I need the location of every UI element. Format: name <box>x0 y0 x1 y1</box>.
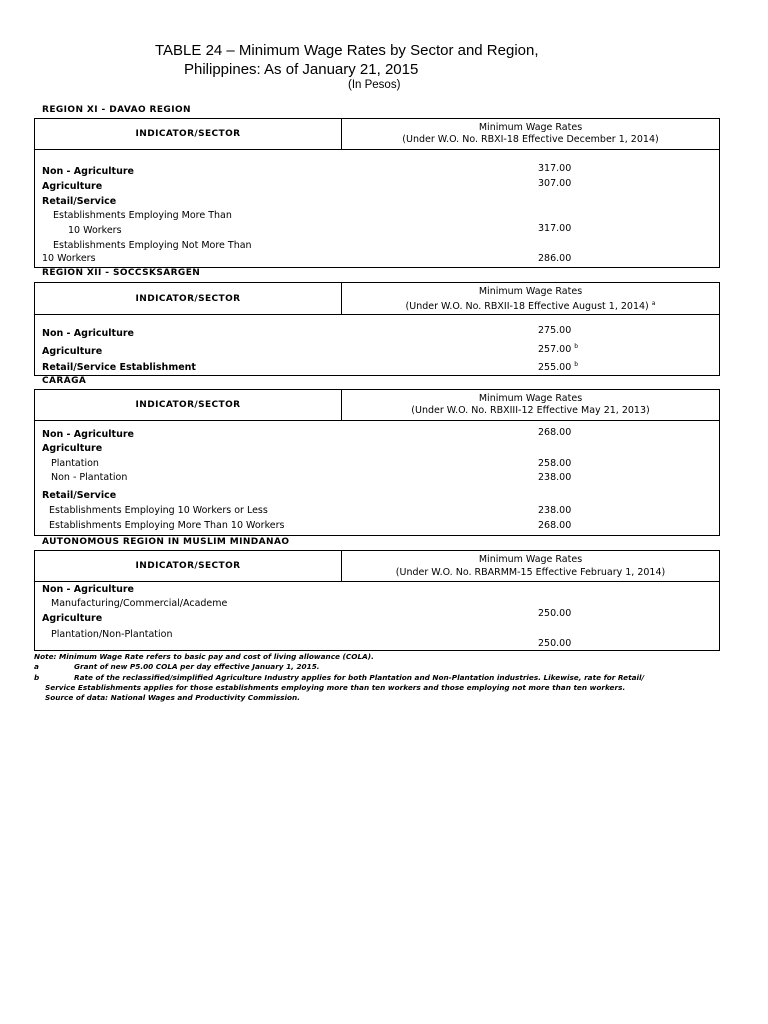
footnote-a <box>34 662 320 671</box>
caraga-label: CARAGA <box>42 376 87 386</box>
footnote-a-marker: a <box>34 662 39 671</box>
header-wage-rates <box>342 283 719 314</box>
armm-table <box>34 550 720 651</box>
wage-order: (Under W.O. No. RBXIII-12 Effective May 21, 2013) <box>411 405 650 416</box>
region-xi-label: REGION XI - DAVAO REGION <box>42 105 191 115</box>
row-value: 317.00 <box>538 223 572 234</box>
region-xi-table <box>34 118 720 268</box>
row-value: 250.00 <box>538 608 572 619</box>
row-value: 268.00 <box>538 520 572 531</box>
region-xii-label: REGION XII - SOCCSKSARGEN <box>42 268 201 278</box>
wage-order <box>342 300 719 312</box>
row-label: Agriculture <box>42 613 103 624</box>
row-value: 238.00 <box>538 505 572 516</box>
row-value: 250.00 <box>538 638 572 649</box>
header-wage-rates-title: Minimum Wage Rates <box>478 286 583 297</box>
row-label: Plantation/Non-Plantation <box>51 629 173 640</box>
row-label: Non - Agriculture <box>42 166 134 177</box>
footnote-b <box>34 673 644 682</box>
caraga-table <box>34 389 720 536</box>
table-header <box>35 119 719 150</box>
row-label: Agriculture <box>42 346 103 357</box>
header-indicator-sector: INDICATOR/SECTOR <box>35 390 342 420</box>
header-indicator-sector: INDICATOR/SECTOR <box>35 119 342 149</box>
header-wage-rates <box>342 390 719 420</box>
header-indicator-sector: INDICATOR/SECTOR <box>35 551 342 581</box>
row-label: Manufacturing/Commercial/Academe <box>51 598 228 609</box>
row-label: Retail/Service <box>42 490 117 501</box>
row-value: 275.00 <box>538 325 572 336</box>
table-title: TABLE 24 – Minimum Wage Rates by Sector and Region, <box>155 42 539 59</box>
footnote-b-continued: Service Establishments applies for those establishments employing more than ten workers and those employing not more than ten workers. <box>45 683 626 692</box>
wage-order: (Under W.O. No. RBARMM-15 Effective February 1, 2014) <box>395 567 666 578</box>
note-text: Note: Minimum Wage Rate refers to basic pay and cost of living allowance (COLA). <box>34 652 374 661</box>
row-value <box>538 361 578 373</box>
source-note: Source of data: National Wages and Productivity Commission. <box>45 693 300 702</box>
row-label: Retail/Service <box>42 196 117 207</box>
row-label: 10 Workers <box>42 253 96 264</box>
footnote-a-text: Grant of new P5.00 COLA per day effective January 1, 2015. <box>74 662 320 671</box>
wage-order: (Under W.O. No. RBXI-18 Effective December 1, 2014) <box>402 134 659 145</box>
header-wage-rates-title: Minimum Wage Rates <box>478 122 583 133</box>
row-value: 307.00 <box>538 178 572 189</box>
header-wage-rates <box>342 551 719 581</box>
table-header <box>35 283 719 315</box>
row-label: Plantation <box>51 458 99 469</box>
row-label: Non - Plantation <box>51 472 128 483</box>
header-wage-rates-title: Minimum Wage Rates <box>478 393 583 404</box>
row-value-text: 255.00 <box>538 362 572 374</box>
row-label: Non - Agriculture <box>42 328 134 339</box>
row-value-text: 257.00 <box>538 344 572 356</box>
row-label: Agriculture <box>42 181 103 192</box>
footnote-a-mark: a <box>651 300 656 307</box>
row-label: Retail/Service Establishment <box>42 362 196 373</box>
footnote-b-marker: b <box>34 673 40 682</box>
row-label: Non - Agriculture <box>42 584 134 595</box>
header-indicator-sector: INDICATOR/SECTOR <box>35 283 342 314</box>
footnote-b-mark: b <box>574 343 579 350</box>
header-wage-rates-title: Minimum Wage Rates <box>478 554 583 565</box>
row-label: Establishments Employing More Than <box>53 210 232 221</box>
wage-order-text: (Under W.O. No. RBXII-18 Effective August 1, 2014) <box>405 301 649 313</box>
row-label: Agriculture <box>42 443 103 454</box>
table-unit: (In Pesos) <box>348 79 401 91</box>
row-label: Non - Agriculture <box>42 429 134 440</box>
row-label: Establishments Employing Not More Than <box>53 240 252 251</box>
footnote-b-text: Rate of the reclassified/simplified Agriculture Industry applies for both Plantation and Non-Plantation industries. Likewise, rate for Retail/ <box>74 673 645 682</box>
region-xii-table <box>34 282 720 376</box>
armm-label: AUTONOMOUS REGION IN MUSLIM MINDANAO <box>42 537 290 547</box>
header-wage-rates <box>342 119 719 149</box>
table-header <box>35 390 719 421</box>
table-title-line2: Philippines: As of January 21, 2015 <box>184 61 419 78</box>
footnote-b-mark: b <box>574 361 579 368</box>
row-value: 238.00 <box>538 472 572 483</box>
row-value: 286.00 <box>538 253 572 264</box>
row-value <box>538 343 578 355</box>
table-header <box>35 551 719 582</box>
row-value: 317.00 <box>538 163 572 174</box>
row-value: 258.00 <box>538 458 572 469</box>
row-label: Establishments Employing 10 Workers or Less <box>49 505 268 516</box>
row-label: Establishments Employing More Than 10 Workers <box>49 520 285 531</box>
row-label: 10 Workers <box>68 225 122 236</box>
row-value: 268.00 <box>538 427 572 438</box>
